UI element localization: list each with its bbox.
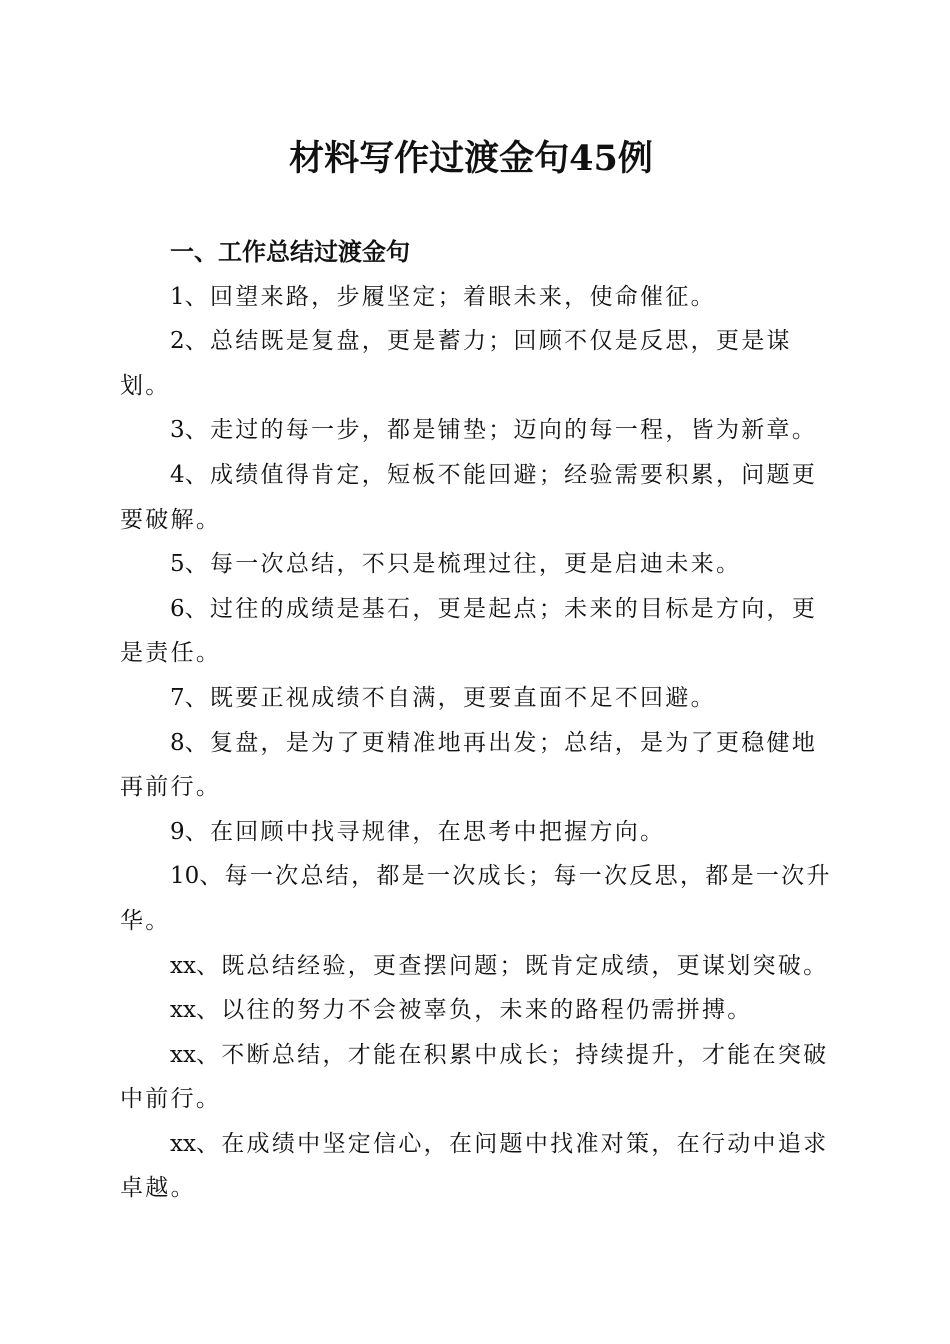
item-number: 8 — [170, 729, 185, 756]
item-text: 、既要正视成绩不自满，更要直面不足不回避。 — [184, 684, 716, 711]
item-text: 、回望来路，步履坚定；着眼未来，使命催征。 — [184, 283, 716, 310]
document-title: 材料写作过渡金句45例 — [289, 138, 653, 179]
section-heading: 一、工作总结过渡金句 — [170, 238, 410, 266]
item-text: 、不断总结，才能在积累中成长；持续提升，才能在突破中前行。 — [120, 1041, 829, 1113]
list-item — [120, 319, 832, 408]
item-number: 1 — [170, 283, 185, 310]
item-number: 2 — [170, 328, 185, 355]
item-text: 、走过的每一步，都是铺垫；迈向的每一程，皆为新章。 — [184, 417, 818, 444]
list-item — [120, 408, 832, 453]
item-text: 、过往的成绩是基石，更是起点；未来的目标是方向，更是责任。 — [120, 595, 818, 667]
item-text: 、成绩值得肯定，短板不能回避；经验需要积累，问题更要破解。 — [120, 461, 818, 533]
list-item — [120, 453, 832, 542]
document-body — [120, 230, 832, 1211]
item-number: 7 — [170, 684, 185, 711]
item-text: 、每一次总结，不只是梳理过往，更是启迪未来。 — [184, 551, 742, 578]
list-item — [120, 810, 832, 855]
list-item — [120, 944, 832, 989]
item-number: 9 — [170, 818, 185, 845]
list-item — [120, 988, 832, 1033]
item-number: 6 — [170, 595, 185, 622]
item-number: 3 — [170, 417, 185, 444]
item-text: 、在成绩中坚定信心，在问题中找准对策，在行动中追求卓越。 — [120, 1130, 829, 1202]
list-item — [120, 1122, 832, 1211]
list-item — [120, 275, 832, 320]
list-item — [120, 542, 832, 587]
item-number: 4 — [170, 461, 185, 488]
item-text: 、以往的努力不会被辜负，未来的路程仍需拼搏。 — [195, 997, 753, 1024]
item-text: 、既总结经验，更查摆问题；既肯定成绩，更谋划突破。 — [195, 952, 829, 979]
item-number: xx — [170, 1130, 196, 1157]
list-item — [120, 854, 832, 943]
list-item — [120, 1033, 832, 1122]
item-number: xx — [170, 1041, 196, 1068]
item-text: 、总结既是复盘，更是蓄力；回顾不仅是反思，更是谋划。 — [120, 328, 792, 399]
item-text: 、在回顾中找寻规律，在思考中把握方向。 — [184, 818, 666, 845]
list-item — [120, 587, 832, 676]
item-number: 10 — [170, 863, 200, 890]
item-number: 5 — [170, 551, 185, 578]
list-item — [120, 676, 832, 721]
list-item — [120, 721, 832, 810]
item-number: xx — [170, 997, 196, 1024]
item-number: xx — [170, 952, 196, 979]
item-text: 、每一次总结，都是一次成长；每一次反思，都是一次升华。 — [120, 863, 832, 934]
item-text: 、复盘，是为了更精准地再出发；总结，是为了更稳健地再前行。 — [120, 729, 818, 801]
